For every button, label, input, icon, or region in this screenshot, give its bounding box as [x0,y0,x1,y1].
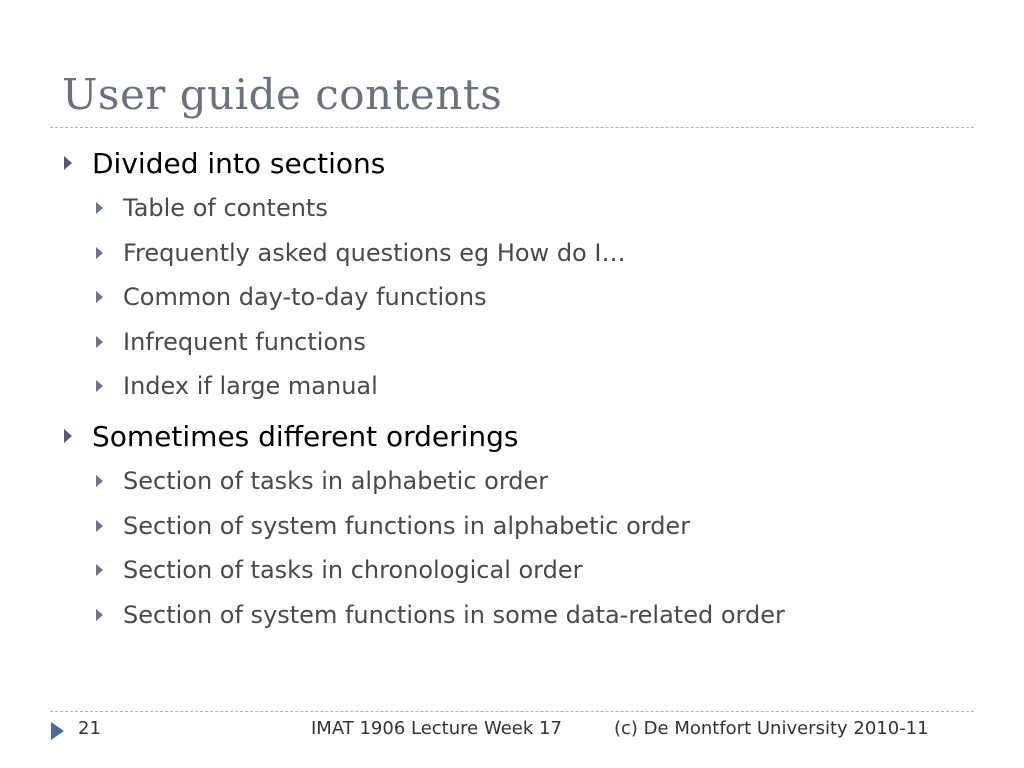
sub-bullet-label: Section of tasks in alphabetic order [123,466,549,495]
triangle-bullet-icon [96,336,103,348]
sub-bullet-label: Infrequent functions [123,327,366,356]
sub-bullet-label: Index if large manual [123,372,378,401]
sub-list [60,459,980,637]
slide-content [60,142,980,643]
triangle-bullet-icon [96,564,103,576]
sub-bullet [92,320,980,365]
title-divider [50,127,974,128]
triangle-bullet-icon [96,609,103,621]
bullet-list [60,142,980,637]
sub-bullet [92,364,980,409]
sub-bullet-label: Section of tasks in chronological order [123,556,583,585]
triangle-bullet-icon [96,247,103,259]
triangle-bullet-icon [96,520,103,532]
section-bullet [60,415,980,459]
sub-bullet-label: Section of system functions in some data-related order [123,600,785,629]
triangle-bullet-icon [96,202,103,214]
slide-marker-icon [51,722,64,740]
sub-bullet [92,593,980,638]
sub-bullet-label: Table of contents [123,194,328,222]
triangle-bullet-icon [96,380,103,392]
copyright-label: (c) De Montfort University 2010-11 [614,718,929,739]
sub-bullet [92,231,980,276]
sub-bullet [92,548,980,593]
sub-bullet [92,275,980,320]
course-label: IMAT 1906 Lecture Week 17 [311,718,562,739]
section-bullet [60,142,980,186]
sub-bullet [92,459,980,504]
section-label: Divided into sections [92,147,386,180]
triangle-bullet-icon [64,429,72,443]
triangle-bullet-icon [96,291,103,303]
sub-list [60,186,980,409]
sub-bullet [92,186,980,231]
sub-bullet-label: Frequently asked questions eg How do I… [123,238,626,267]
footer-divider [50,711,974,712]
triangle-bullet-icon [64,156,72,170]
sub-bullet-label: Section of system functions in alphabetic order [123,511,691,540]
sub-bullet [92,504,980,549]
section-label: Sometimes different orderings [92,419,519,453]
sub-bullet-label: Common day-to-day functions [123,283,487,312]
triangle-bullet-icon [96,475,103,487]
slide-title: User guide contents [62,70,503,119]
page-number: 21 [78,718,101,739]
